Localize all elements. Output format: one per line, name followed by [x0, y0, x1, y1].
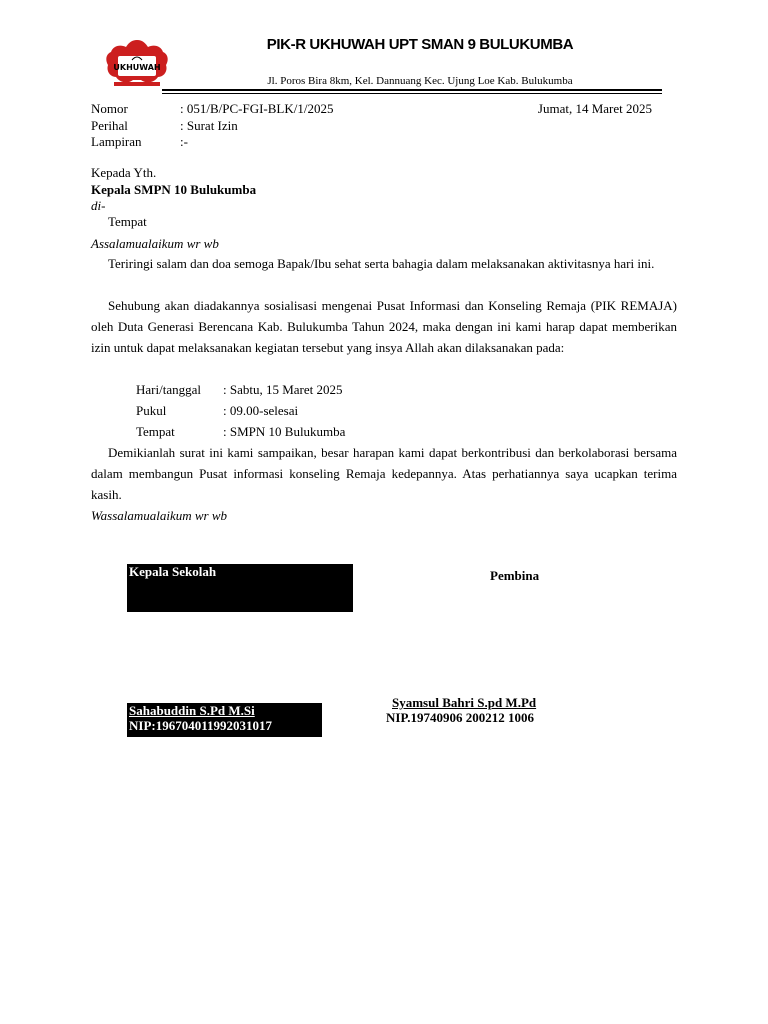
organization-title: PIK-R UKHUWAH UPT SMAN 9 BULUKUMBA — [266, 36, 574, 53]
header-divider-thin — [162, 93, 662, 94]
principal-nip: NIP:196704011992031017 — [129, 718, 272, 733]
nomor-label: Nomor — [91, 101, 128, 116]
perihal-label: Perihal — [91, 118, 128, 133]
recipient-name: Kepala SMPN 10 Bulukumba — [91, 182, 257, 197]
principal-title: Kepala Sekolah — [129, 564, 217, 579]
header-divider — [162, 89, 662, 91]
advisor-nip: NIP.19740906 200212 1006 — [386, 710, 534, 725]
detail-label-time: Pukul — [136, 403, 167, 418]
advisor-title: Pembina — [490, 568, 540, 583]
advisor-name: Syamsul Bahri S.pd M.Pd — [392, 695, 537, 710]
paragraph-1: Teriringi salam dan doa semoga Bapak/Ibu sehat serta bahagia dalam melaksanakan aktivitasnya hari ini. — [108, 256, 655, 271]
logo-text: UKHUWAH — [113, 63, 161, 72]
detail-value-date: : Sabtu, 15 Maret 2025 — [223, 382, 343, 397]
lampiran-value: :- — [180, 134, 188, 149]
recipient-di: di- — [91, 198, 106, 213]
closing: Wassalamualaikum wr wb — [91, 508, 228, 523]
paragraph-3: Demikianlah surat ini kami sampaikan, besar harapan kami dapat berkontribusi dan berkolaborasi bersama dalam membangun Pusat informasi konseling Remaja kedepannya. Atas perhatiannya saya ucapkan terima kasih. — [91, 445, 677, 502]
nomor-value: : 051/B/PC-FGI-BLK/1/2025 — [180, 101, 334, 116]
greeting: Assalamualaikum wr wb — [91, 236, 219, 251]
detail-label-date: Hari/tanggal — [136, 382, 201, 397]
detail-value-place: : SMPN 10 Bulukumba — [223, 424, 346, 439]
letter-date: Jumat, 14 Maret 2025 — [537, 101, 652, 116]
principal-name: Sahabuddin S.Pd M.Si — [129, 703, 255, 718]
organization-logo — [104, 38, 170, 92]
recipient-place: Tempat — [108, 214, 147, 229]
organization-address: Jl. Poros Bira 8km, Kel. Dannuang Kec. Ujung Loe Kab. Bulukumba — [267, 75, 573, 87]
lampiran-label: Lampiran — [91, 134, 142, 149]
detail-value-time: : 09.00-selesai — [223, 403, 299, 418]
paragraph-2: Sehubung akan diadakannya sosialisasi mengenai Pusat Informasi dan Konseling Remaja (PIK REMAJA) oleh Duta Generasi Berencana Kab. Bulukumba Tahun 2024, maka dengan ini kami harap dapat memberikan izin untuk dapat melaksanakan kegiatan tersebut yang insya Allah akan dilaksanakan pada: — [91, 298, 677, 355]
recipient-salutation: Kepada Yth. — [91, 165, 157, 180]
perihal-value: : Surat Izin — [180, 118, 238, 133]
detail-label-place: Tempat — [136, 424, 175, 439]
